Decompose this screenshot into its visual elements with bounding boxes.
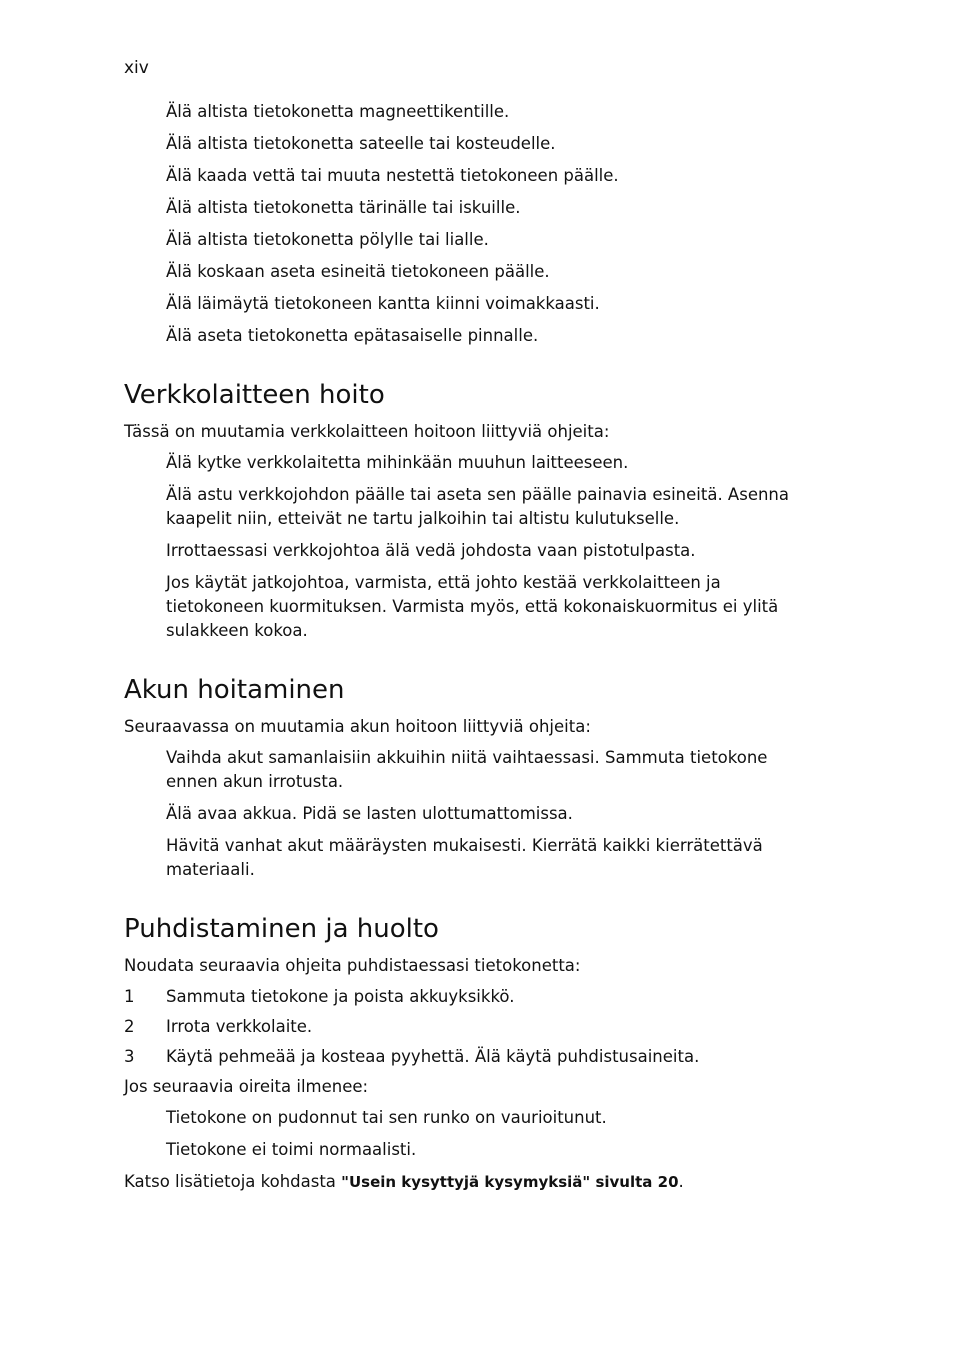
numbered-step [124, 1045, 824, 1069]
list-item: Älä kytke verkkolaitetta mihinkään muuhun laitteeseen. [166, 453, 629, 472]
list-item: Tietokone on pudonnut tai sen runko on vaurioitunut. [166, 1108, 607, 1127]
list-item: Älä altista tietokonetta magneettikentille. [166, 102, 510, 121]
section-intro: Tässä on muutamia verkkolaitteen hoitoon liittyviä ohjeita: [124, 422, 610, 441]
step-text: Sammuta tietokone ja poista akkuyksikkö. [166, 987, 515, 1006]
section-heading-cleaning: Puhdistaminen ja huolto [124, 914, 439, 944]
list-item: Vaihda akut samanlaisiin akkuihin niitä vaihtaessasi. Sammuta tietokone ennen akun irrotusta. [166, 748, 768, 791]
list-item: Älä läimäytä tietokoneen kantta kiinni voimakkaasti. [166, 294, 600, 313]
list-item: Älä astu verkkojohdon päälle tai aseta sen päälle painavia esineitä. Asenna kaapelit niin, etteivät ne tartu jalkoihin tai altistu kulutukselle. [166, 485, 789, 528]
faq-reference-link[interactable]: "Usein kysyttyjä kysymyksiä" sivulta 20 [341, 1173, 679, 1191]
list-item: Älä koskaan aseta esineitä tietokoneen päälle. [166, 262, 550, 281]
list-item: Jos käytät jatkojohtoa, varmista, että johto kestää verkkolaitteen ja tietokoneen kuormituksen. Varmista myös, että kokonaiskuormitus ei ylitä sulakkeen kokoa. [166, 573, 779, 640]
footer-prefix: Katso lisätietoja kohdasta [124, 1172, 342, 1191]
page-number: xiv [124, 58, 149, 78]
list-item: Älä altista tietokonetta tärinälle tai iskuille. [166, 198, 521, 217]
step-text: Käytä pehmeää ja kosteaa pyyhettä. Älä käytä puhdistusaineita. [166, 1047, 700, 1066]
list-item: Hävitä vanhat akut määräysten mukaisesti. Kierrätä kaikki kierrätettävä materiaali. [166, 836, 763, 879]
list-item: Irrottaessasi verkkojohtoa älä vedä johdosta vaan pistotulpasta. [166, 541, 696, 560]
step-text: Irrota verkkolaite. [166, 1017, 313, 1036]
list-item: Älä altista tietokonetta pölylle tai lialle. [166, 230, 489, 249]
list-item: Älä aseta tietokonetta epätasaiselle pinnalle. [166, 326, 539, 345]
step-number: 1 [124, 987, 135, 1006]
cross-reference [124, 1170, 824, 1194]
numbered-step [124, 985, 824, 1009]
section-heading-power-adapter: Verkkolaitteen hoito [124, 380, 385, 410]
section-intro: Seuraavassa on muutamia akun hoitoon liittyviä ohjeita: [124, 717, 591, 736]
list-item: Älä altista tietokonetta sateelle tai kosteudelle. [166, 134, 556, 153]
step-number: 2 [124, 1017, 135, 1036]
footer-suffix: . [678, 1172, 684, 1191]
symptoms-intro: Jos seuraavia oireita ilmenee: [124, 1077, 369, 1096]
document-body [124, 100, 824, 1201]
step-number: 3 [124, 1047, 135, 1066]
list-item: Tietokone ei toimi normaalisti. [166, 1140, 417, 1159]
list-item: Älä avaa akkua. Pidä se lasten ulottumattomissa. [166, 804, 573, 823]
section-intro: Noudata seuraavia ohjeita puhdistaessasi tietokonetta: [124, 956, 581, 975]
section-heading-battery: Akun hoitaminen [124, 675, 345, 705]
list-item: Älä kaada vettä tai muuta nestettä tietokoneen päälle. [166, 166, 619, 185]
numbered-step [124, 1015, 824, 1039]
